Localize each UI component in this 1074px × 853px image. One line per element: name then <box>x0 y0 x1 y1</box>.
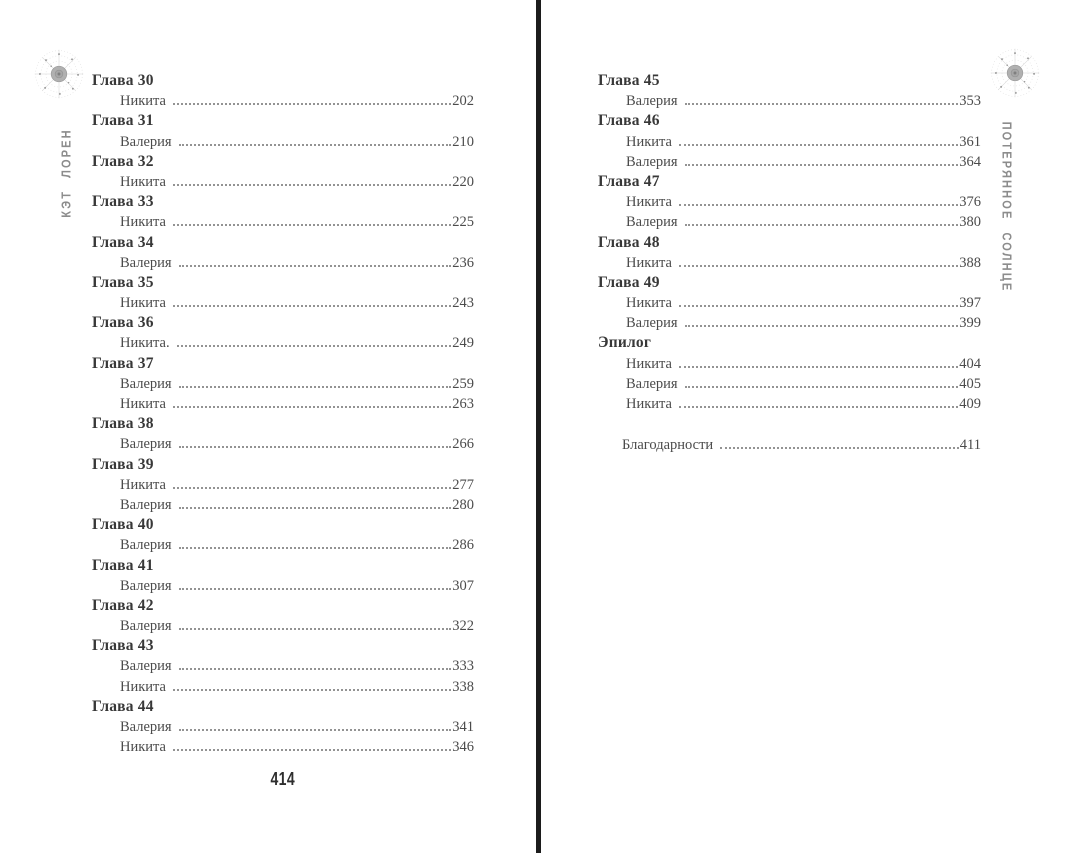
dot-leader <box>173 103 451 105</box>
toc-entry-name: Никита <box>626 396 672 412</box>
dot-leader <box>173 184 451 186</box>
toc-entry-name: Никита <box>626 254 672 271</box>
dot-leader <box>173 487 451 489</box>
toc-entry <box>92 394 474 414</box>
toc-entry-page: 346 <box>452 739 474 756</box>
toc-entry-page: 202 <box>452 93 474 110</box>
dot-leader <box>179 729 452 731</box>
toc-entry-name: Валерия <box>120 436 172 453</box>
toc-entry <box>92 656 474 676</box>
page-number-value: 414 <box>270 769 296 789</box>
dot-leader <box>173 305 451 307</box>
toc-sections-container <box>598 71 981 414</box>
dot-leader <box>679 265 958 267</box>
toc-entry-name: Никита. <box>120 335 170 352</box>
toc-right-page <box>598 71 981 455</box>
chapter-heading: Эпилог <box>598 334 652 352</box>
chapter-heading: Глава 35 <box>92 273 154 291</box>
toc-entry <box>92 293 474 313</box>
toc-entry-name: Валерия <box>120 719 172 735</box>
toc-entry <box>92 616 474 636</box>
dot-leader <box>685 325 959 327</box>
toc-entry-page: 210 <box>452 133 474 150</box>
dot-leader <box>179 265 452 267</box>
toc-entry-name: Никита <box>120 295 166 312</box>
toc-entry <box>92 677 474 697</box>
chapter-heading: Глава 49 <box>598 273 660 291</box>
toc-entry <box>92 212 474 232</box>
dot-leader <box>173 749 451 751</box>
toc-entry <box>92 333 474 353</box>
dot-leader <box>179 386 452 388</box>
toc-entry-name: Никита <box>120 93 166 110</box>
toc-entry <box>92 91 474 111</box>
toc-entry <box>92 475 474 495</box>
chapter-heading: Глава 48 <box>598 233 660 251</box>
chapter-heading: Глава 30 <box>92 72 154 89</box>
toc-entry-name: Валерия <box>626 375 678 392</box>
toc-entry-name: Никита <box>120 476 166 493</box>
toc-entry-page: 243 <box>452 295 474 312</box>
toc-entry-name: Никита <box>120 214 166 231</box>
toc-entry-name: Валерия <box>626 93 678 110</box>
toc-entry <box>598 374 981 394</box>
dot-leader <box>679 204 958 206</box>
toc-entry-page: 388 <box>959 254 981 271</box>
toc-entry-page: 277 <box>452 476 474 493</box>
page-divider <box>536 0 541 853</box>
toc-entry-page: 266 <box>452 436 474 453</box>
toc-entry <box>598 394 981 414</box>
acknowledgments-entry <box>598 435 981 455</box>
dot-leader <box>685 224 959 226</box>
toc-entry-page: 341 <box>452 719 474 735</box>
chapter-heading: Глава 39 <box>92 455 154 473</box>
dot-leader <box>173 406 451 408</box>
star-chart-icon <box>989 47 1041 99</box>
dot-leader <box>679 305 958 307</box>
star-chart-icon <box>33 48 85 100</box>
dot-leader <box>179 507 452 509</box>
toc-entry-page: 259 <box>452 375 474 392</box>
toc-entry-name: Валерия <box>120 496 172 513</box>
toc-entry <box>598 354 981 374</box>
toc-entry-page: 397 <box>959 295 981 312</box>
chapter-heading: Глава 34 <box>92 233 154 251</box>
dot-leader <box>179 588 452 590</box>
toc-entry-page: 364 <box>959 153 981 170</box>
toc-left-page <box>92 71 474 757</box>
toc-entry <box>92 132 474 152</box>
chapter-heading: Глава 32 <box>92 152 154 170</box>
toc-entry <box>598 132 981 152</box>
toc-entry-page: 236 <box>452 254 474 271</box>
toc-entry-page: 333 <box>452 658 474 675</box>
dot-leader <box>173 689 451 691</box>
toc-entry-page: 399 <box>959 315 981 332</box>
toc-entry <box>92 434 474 454</box>
chapter-heading: Глава 31 <box>92 112 154 130</box>
toc-entry <box>598 91 981 111</box>
author-name-vertical: КЭТ ЛОРЕН <box>58 128 74 218</box>
toc-entry <box>92 495 474 515</box>
chapter-heading: Глава 37 <box>92 354 154 372</box>
toc-entry-name: Валерия <box>120 375 172 392</box>
toc-entry-name: Валерия <box>120 254 172 271</box>
toc-entry-name: Никита <box>120 739 166 756</box>
toc-entry-name: Валерия <box>626 315 678 332</box>
toc-entry <box>92 374 474 394</box>
dot-leader <box>179 668 452 670</box>
chapter-heading: Глава 33 <box>92 193 154 211</box>
toc-entry-page: 307 <box>452 577 474 594</box>
toc-entry-name: Валерия <box>120 133 172 150</box>
toc-entry-name: Валерия <box>120 577 172 594</box>
toc-entry-name: Никита <box>120 678 166 695</box>
chapter-heading: Глава 36 <box>92 314 154 332</box>
chapter-heading: Глава 44 <box>92 697 154 715</box>
toc-entry-page: 376 <box>959 194 981 211</box>
toc-entry-name: Никита <box>626 133 672 150</box>
toc-entry <box>92 576 474 596</box>
toc-entry <box>92 172 474 192</box>
toc-entry-page: 405 <box>959 375 981 392</box>
toc-entry-page: 286 <box>452 537 474 554</box>
page-number <box>92 769 474 790</box>
dot-leader <box>685 164 959 166</box>
dot-leader <box>720 447 959 449</box>
toc-entry-name: Валерия <box>120 658 172 675</box>
chapter-heading: Глава 46 <box>598 112 660 130</box>
dot-leader <box>679 406 958 408</box>
chapter-heading: Глава 42 <box>92 596 154 614</box>
toc-entry <box>92 535 474 555</box>
book-title-vertical: ПОТЕРЯННОЕ СОЛНЦЕ <box>999 121 1015 293</box>
dot-leader <box>179 547 452 549</box>
toc-entry-page: 225 <box>452 214 474 231</box>
toc-entry-name: Валерия <box>120 537 172 554</box>
chapter-heading: Глава 47 <box>598 172 660 190</box>
toc-entry-page: 353 <box>959 93 981 110</box>
toc-entry-page: 361 <box>959 133 981 150</box>
toc-entry <box>92 717 474 737</box>
dot-leader <box>173 224 451 226</box>
toc-entry-name: Валерия <box>626 153 678 170</box>
toc-entry-name: Никита <box>626 355 672 372</box>
toc-entry-page: 338 <box>452 678 474 695</box>
toc-entry <box>92 253 474 273</box>
toc-entry <box>598 212 981 232</box>
toc-entry-name: Никита <box>626 194 672 211</box>
toc-entry-name: Благодарности <box>622 437 714 454</box>
dot-leader <box>179 446 452 448</box>
dot-leader <box>179 144 452 146</box>
chapter-heading: Глава 41 <box>92 556 154 574</box>
toc-entry-page: 380 <box>959 214 981 231</box>
dot-leader <box>685 386 959 388</box>
toc-entry-name: Валерия <box>626 214 678 231</box>
toc-entry <box>598 313 981 333</box>
toc-entry <box>598 253 981 273</box>
toc-entry <box>598 293 981 313</box>
toc-entry-page: 220 <box>452 173 474 190</box>
toc-entry-name: Валерия <box>120 618 172 635</box>
toc-entry-name: Никита <box>120 396 166 412</box>
toc-entry-page: 409 <box>959 396 981 412</box>
toc-entry-page: 411 <box>959 437 981 454</box>
chapter-heading: Глава 43 <box>92 637 154 655</box>
toc-entry-page: 249 <box>452 335 474 352</box>
chapter-heading: Глава 40 <box>92 516 154 534</box>
toc-entry-page: 280 <box>452 496 474 513</box>
dot-leader <box>679 144 958 146</box>
toc-entry-page: 404 <box>959 355 981 372</box>
chapter-heading: Глава 45 <box>598 72 660 89</box>
toc-entry-page: 322 <box>452 618 474 635</box>
toc-entry-name: Никита <box>120 173 166 190</box>
toc-entry <box>598 152 981 172</box>
dot-leader <box>679 366 958 368</box>
chapter-heading: Глава 38 <box>92 415 154 433</box>
dot-leader <box>179 628 452 630</box>
toc-entry <box>598 192 981 212</box>
dot-leader <box>177 345 452 347</box>
toc-entry-page: 263 <box>452 396 474 412</box>
toc-entry <box>92 737 474 757</box>
dot-leader <box>685 103 959 105</box>
toc-entry-name: Никита <box>626 295 672 312</box>
